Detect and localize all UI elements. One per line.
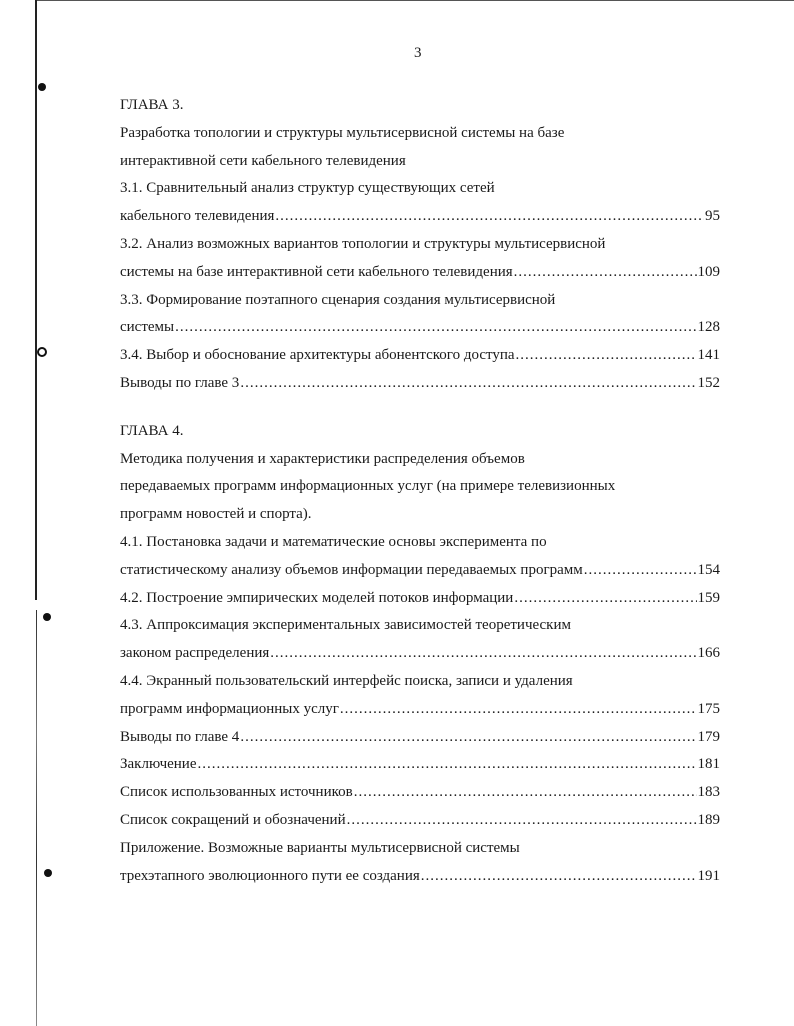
dot-leader — [421, 863, 697, 891]
toc-page-ref: 154 — [697, 561, 720, 578]
toc-entry-text: статистическому анализу объемов информации передаваемых программ — [120, 561, 583, 578]
toc-entry-text: 3.4. Выбор и обоснование архитектуры абонентского доступа — [120, 347, 515, 364]
toc-entry-text: кабельного телевидения — [120, 208, 275, 225]
left-edge-line — [35, 0, 37, 600]
toc-entry-text: Выводы по главе 3 — [120, 374, 240, 391]
toc-page-ref: 95 — [705, 208, 720, 225]
toc-entry — [120, 724, 720, 752]
toc-entry-text: законом распределения — [120, 645, 270, 662]
toc-entry-text: Заключение — [120, 756, 197, 773]
toc-page-ref: 189 — [697, 811, 720, 828]
toc-page-ref: 166 — [697, 645, 720, 662]
toc-page-ref: 175 — [697, 700, 720, 717]
binder-hole-mark — [43, 613, 51, 621]
toc-entry — [120, 557, 720, 585]
toc-entry-line: 4.1. Постановка задачи и математические основы эксперимента по — [120, 533, 547, 550]
dot-leader — [270, 640, 696, 668]
dot-leader — [516, 342, 697, 370]
dot-leader — [340, 696, 697, 724]
dot-leader — [175, 314, 696, 342]
toc-page-ref: 128 — [697, 319, 720, 336]
toc-page-ref: 141 — [697, 347, 720, 364]
toc-page-ref: 159 — [697, 589, 720, 606]
toc-entry — [120, 259, 720, 287]
chapter-4-title-line: программ новостей и спорта). — [120, 506, 312, 523]
toc-entry-line: 4.4. Экранный пользовательский интерфейс поиска, записи и удаления — [120, 672, 573, 689]
toc-page-ref: 191 — [697, 867, 720, 884]
dot-leader — [514, 259, 697, 287]
binder-hole-mark — [44, 869, 52, 877]
toc-entry — [120, 751, 720, 779]
toc-entry-text: Выводы по главе 4 — [120, 728, 240, 745]
chapter-spacer — [120, 398, 720, 418]
toc-entry-text: Список использованных источников — [120, 784, 353, 801]
chapter-3-heading: ГЛАВА 3. — [120, 97, 184, 113]
chapter-3-title-line: интерактивной сети кабельного телевидения — [120, 152, 406, 169]
toc-entry-line: 3.1. Сравнительный анализ структур существующих сетей — [120, 180, 495, 197]
toc-entry — [120, 314, 720, 342]
toc-entry — [120, 342, 720, 370]
toc-entry — [120, 807, 720, 835]
dot-leader — [347, 807, 697, 835]
toc-entry-text: программ информационных услуг — [120, 700, 339, 717]
toc-entry — [120, 696, 720, 724]
left-edge-line-lower — [36, 610, 37, 1026]
toc-entry-text: системы — [120, 319, 175, 336]
toc-page-ref: 152 — [697, 374, 720, 391]
chapter-3-title-line: Разработка топологии и структуры мультисервисной системы на базе — [120, 124, 565, 141]
toc-entry — [120, 779, 720, 807]
toc-entry-line: Приложение. Возможные варианты мультисервисной системы — [120, 839, 520, 856]
toc-entry — [120, 203, 720, 231]
toc-entry-text: системы на базе интерактивной сети кабельного телевидения — [120, 263, 513, 280]
dot-leader — [198, 751, 697, 779]
toc-entry — [120, 370, 720, 398]
toc-entry-line: 3.3. Формирование поэтапного сценария создания мультисервисной — [120, 291, 556, 308]
toc-page-ref: 179 — [697, 728, 720, 745]
toc-entry — [120, 585, 720, 613]
toc-entry — [120, 863, 720, 891]
toc-entry-line: 4.3. Аппроксимация экспериментальных зависимостей теоретическим — [120, 617, 571, 634]
toc-entry-text: 4.2. Построение эмпирических моделей потоков информации — [120, 589, 514, 606]
dot-leader — [514, 585, 696, 613]
top-edge-line — [36, 0, 794, 1]
toc-page-ref: 109 — [697, 263, 720, 280]
chapter-4-title-line: Методика получения и характеристики распределения объемов — [120, 450, 525, 467]
dot-leader — [584, 557, 697, 585]
dot-leader — [240, 724, 696, 752]
binder-hole-mark — [37, 347, 47, 357]
toc-entry-line: 3.2. Анализ возможных вариантов топологии и структуры мультисервисной — [120, 235, 606, 252]
dot-leader — [275, 203, 704, 231]
dot-leader — [354, 779, 697, 807]
toc-entry — [120, 640, 720, 668]
toc-page-ref: 183 — [697, 784, 720, 801]
toc-entry-text: трехэтапного эволюционного пути ее создания — [120, 867, 420, 884]
chapter-4-heading: ГЛАВА 4. — [120, 422, 184, 439]
binder-hole-mark — [38, 83, 46, 91]
chapter-4-title-line: передаваемых программ информационных услуг (на примере телевизионных — [120, 478, 616, 495]
toc-entry-text: Список сокращений и обозначений — [120, 811, 346, 828]
dot-leader — [240, 370, 696, 398]
toc-page-ref: 181 — [697, 756, 720, 773]
page-number: 3 — [414, 45, 422, 61]
table-of-contents — [120, 92, 720, 890]
